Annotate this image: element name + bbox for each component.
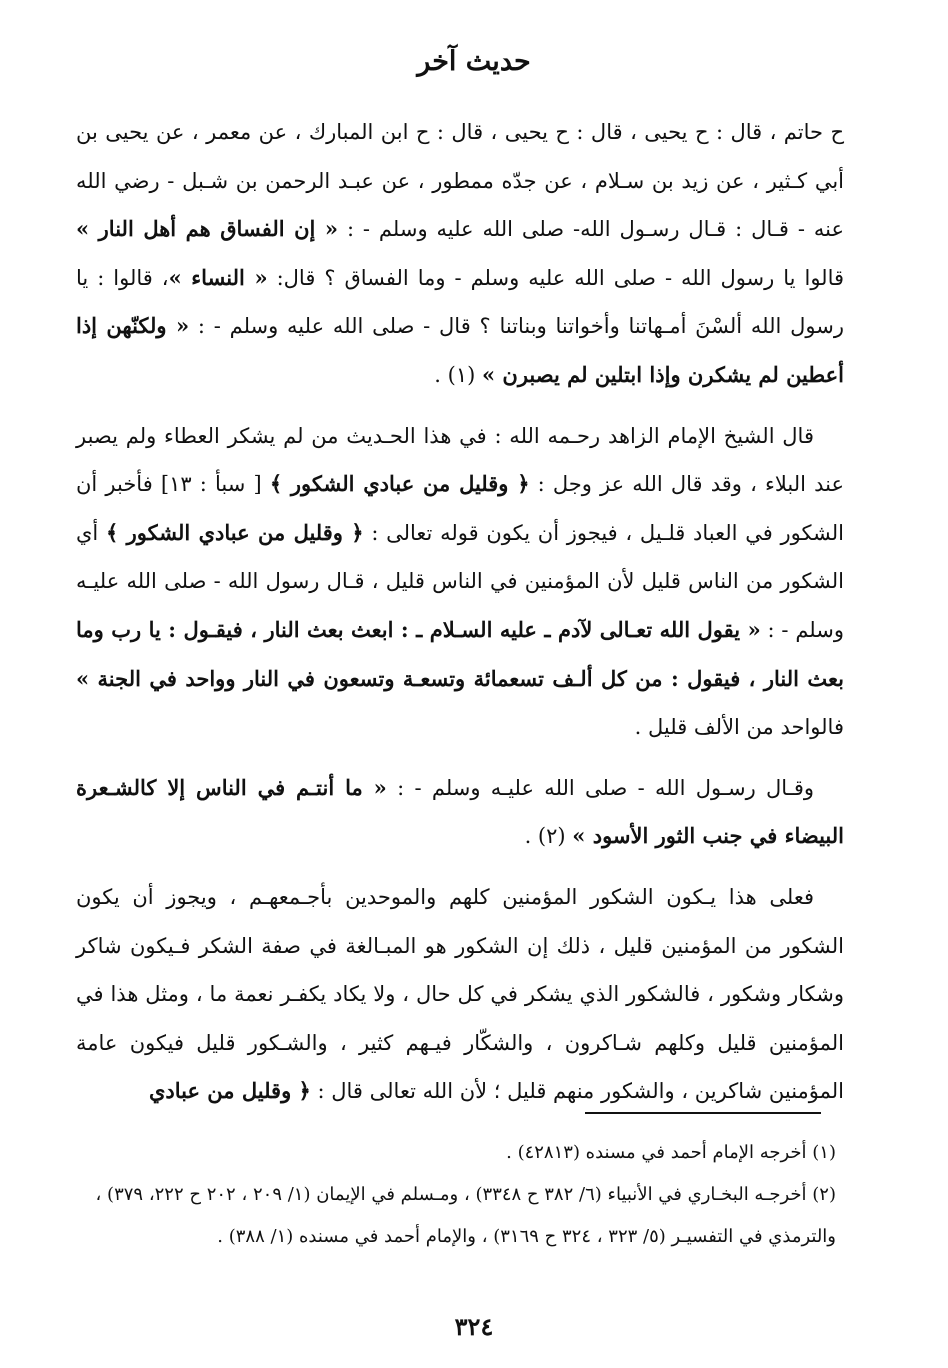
text-segment: [ سبأ : ١٣] فأخبر أن الشكور في العباد قلـيل ، فيجوز أن يكون قوله تعالى :	[76, 472, 845, 545]
text-segment: فالواحد من الألف قليل .	[634, 715, 844, 740]
footnote-ref: (١) .	[434, 362, 482, 387]
text-segment: ح حاتم ، قال : ح يحيى ، قال : ح يحيى ، قال : ح ابن المبارك ، عن معمر ، عن يحيى بن أبي كـثير ، عن زيد بن سـلام ، عن جدّه ممطور ، عن عبـد الرحمن بن شـبل - رضي الله عنه - قـال : قـال رسـول الله- صلى الله عليه وسلم - :	[76, 120, 844, 242]
main-text	[76, 108, 844, 1116]
paragraph-hadith-intro	[76, 108, 844, 400]
quran-segment: ﴿ وقليل من عبادي	[148, 1078, 311, 1104]
footnote-divider	[585, 1112, 821, 1114]
text-segment: ، قالوا : يا رسول الله ألسْنَ أمـهاتنا وأخواتنا وبناتنا ؟ قال - صلى الله عليه وسلم - :	[76, 265, 844, 339]
quote-segment: « ما أنتـم في الناس إلا كالشـعرة البيضاء في جنب الثور الأسود »	[76, 774, 844, 849]
quote-segment: « يقول الله تعـالى لآدم ـ عليه السـلام ـ : ابعث بعث النار ، فيقـول : يا رب وما بعث النار ، فيقول : من كل ألـف تسعمائة وتسعـة وتسعون في النار وواحد في الجنة »	[76, 616, 844, 691]
footnotes	[76, 1132, 836, 1258]
quran-segment: ﴿ وقليل من عبادي الشكور ﴾	[269, 471, 530, 497]
text-segment: قالوا يا رسول الله - صلى الله عليه وسلم - وما الفساق ؟ قال:	[267, 265, 845, 290]
quote-segment: « النساء »	[168, 264, 268, 290]
quote-segment: « ولكنّهن إذا أعطين لم يشكرن وإذا ابتلين لم يصبرن »	[76, 313, 844, 387]
text-segment: أي الشكور من الناس قليل لأن المؤمنين في الناس قليل ، قـال رسول الله - صلى الله عليـه وسلم - :	[76, 520, 844, 642]
chapter-title: حديث آخر	[417, 46, 531, 77]
paragraph-second-hadith	[76, 764, 844, 861]
paragraph-conclusion	[76, 873, 844, 1116]
paragraph-commentary	[76, 412, 844, 752]
footnote-1: (١) أخرجه الإمام أحمد في مسنده (٤٢٨١٣) .	[506, 1142, 836, 1163]
text-segment: قال الشيخ الإمام الزاهد رحـمه الله : في هذا الحـديث من لم يشكر العطاء ولم يصبر عند البلاء ، وقد قال الله عز وجل :	[76, 423, 844, 497]
quote-segment: « إن الفساق هم أهل النار »	[76, 216, 339, 242]
footnote-2: (٢) أخرجـه البخـاري في الأنبياء (٦/ ٣٨٢ ح ٣٣٤٨) ، ومـسلم في الإيمان (١/ ٢٠٩ ، ٢٠٢ ح ٢٢٢، ٣٧٩) ، والترمذي في التفسيـر (٥/ ٣٢٣ ، ٣٢٤ ح ٣١٦٩) ، والإمام أحمد في مسنده (١/ ٣٨٨) .	[95, 1184, 836, 1247]
footnote-ref: (٢) .	[524, 824, 573, 849]
page-number: ٣٢٤	[454, 1312, 494, 1341]
quran-segment: ﴿ وقليل من عبادي الشكور ﴾	[106, 519, 364, 545]
text-segment: فعلى هذا يـكون الشكور المؤمنين كلهم والموحدين بأجـمعهـم ، ويجوز أن يكون الشكور من المؤمنين قليل ، ذلك إن الشكور هو المبـالغة في صفة الشكر فـيكون شاكر وشكار وشكور ، فالشكور الذي يشكر في كل حال ، ولا يكاد يكفـر نعمة ما ، ومثل هذا في المؤمنين قليل وكلهم شـاكرون ، والشكّار فيـهم كثير ، والشـكور قليل فيكون عامة المؤمنين شاكرين ، والشكور منهم قليل ؛ لأن الله تعالى قال :	[76, 884, 844, 1104]
text-segment: وقـال رسـول الله - صلى الله عليـه وسلم - :	[386, 775, 814, 800]
